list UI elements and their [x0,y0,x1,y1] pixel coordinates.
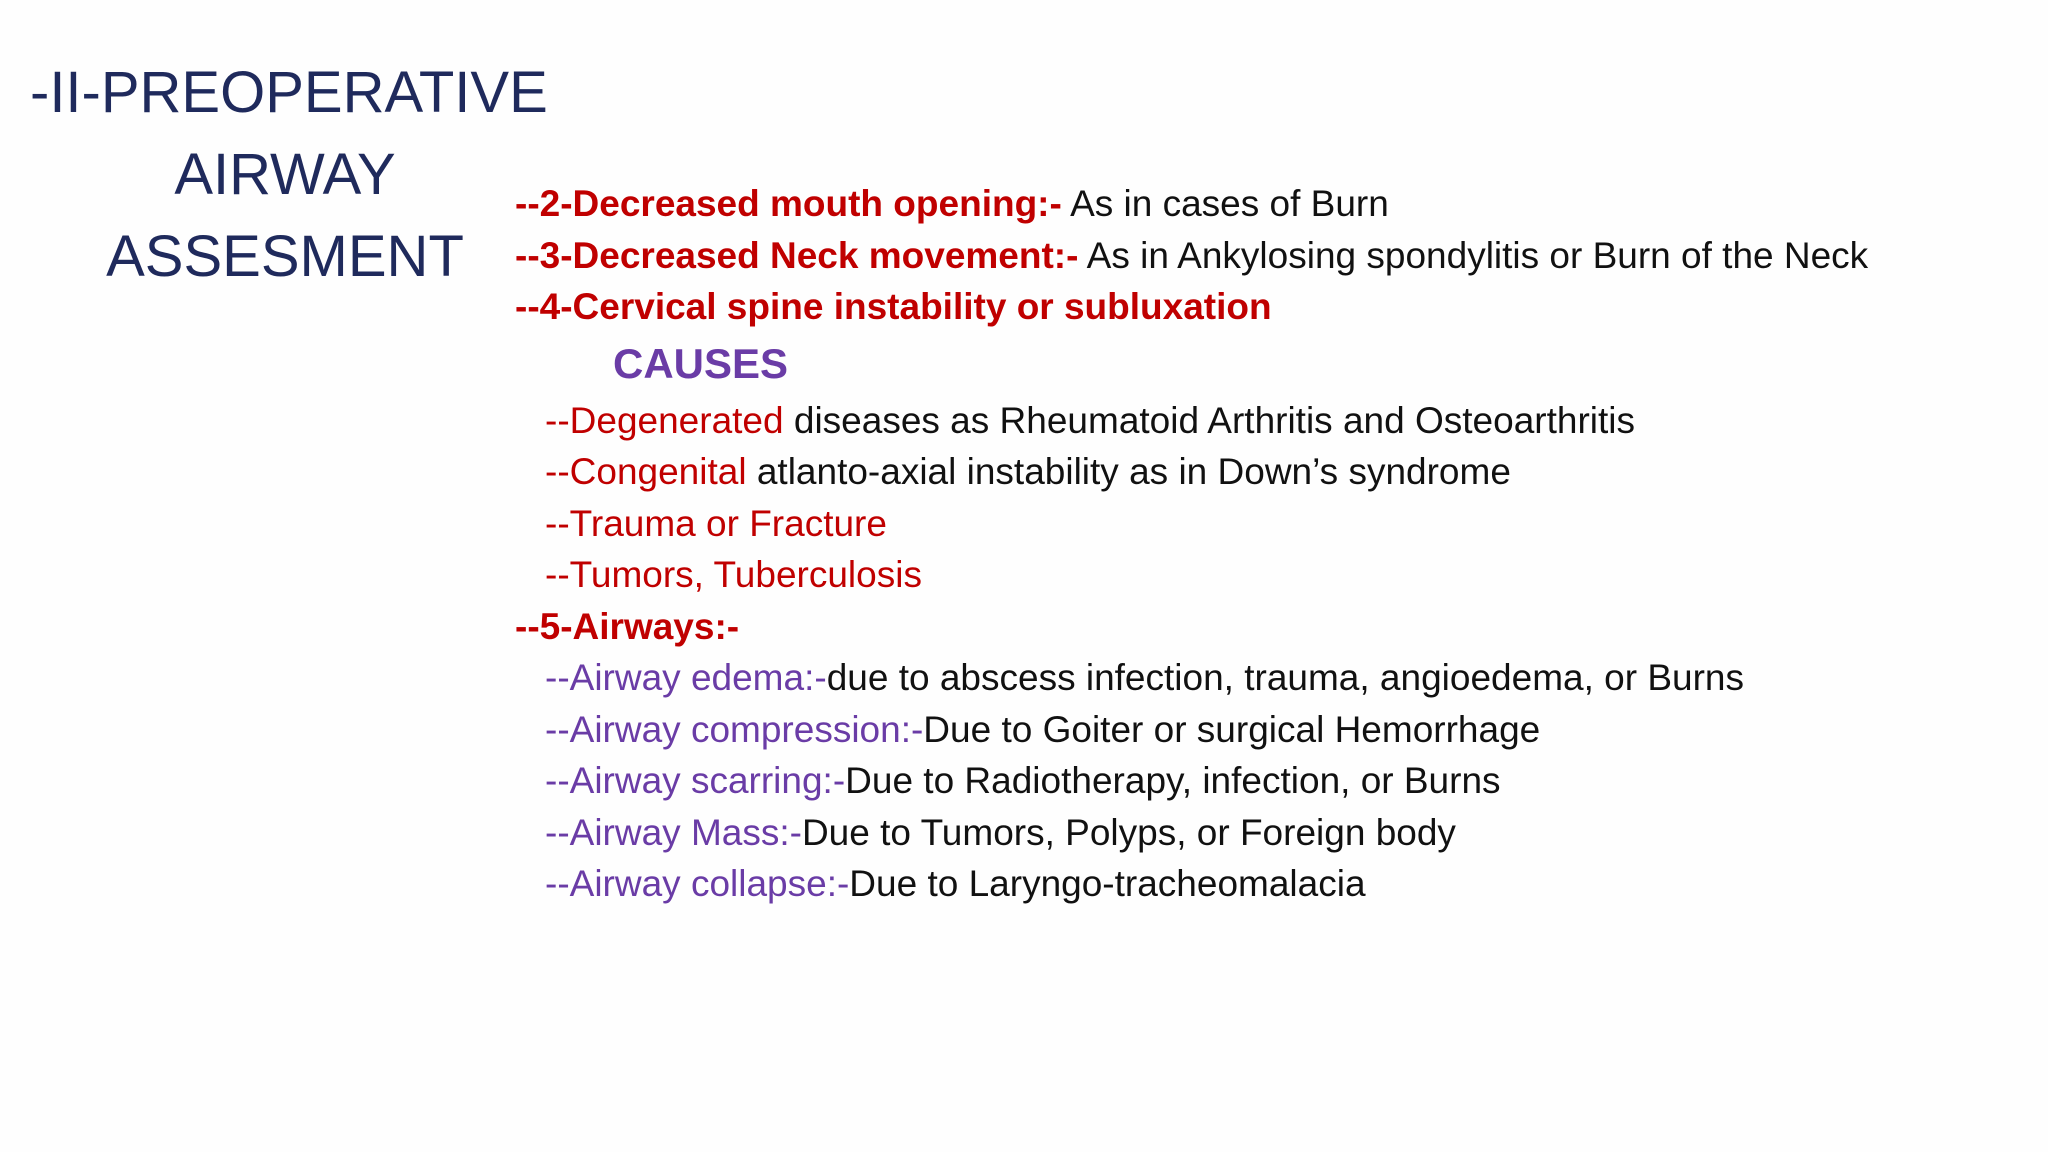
airway-text: due to abscess infection, trauma, angioedema, or Burns [826,657,1744,698]
airway-heading: --Airway edema:- [545,657,827,698]
title-line: -II-PREOPERATIVE [30,60,548,125]
cause-item [515,395,2015,447]
item-cervical-spine-instability [515,281,2015,333]
airway-text: Due to Laryngo-tracheomalacia [849,863,1366,904]
item-airways [515,601,2015,653]
airway-heading: --Airway Mass:- [545,811,802,853]
airway-heading: --Airway collapse:- [545,863,850,904]
airway-item [515,807,2015,859]
item-text: As in cases of Burn [1061,183,1389,224]
airway-text: Due to Tumors, Polyps, or Foreign body [801,811,1456,853]
airway-item [515,755,2015,807]
causes-heading: CAUSES [613,339,789,387]
cause-heading: --Degenerated [545,399,784,441]
cause-item [515,498,2015,550]
item-heading: --2-Decreased mouth opening:- [515,183,1062,224]
cause-text: diseases as Rheumatoid Arthritis and Osteoarthritis [783,399,1635,441]
airway-heading: --Airway compression:- [545,708,924,750]
cause-item [515,549,2015,601]
item-heading: --3-Decreased Neck movement:- [515,234,1079,276]
item-decreased-mouth-opening [515,178,2015,230]
slide-content [515,178,2015,910]
airway-text: Due to Radiotherapy, infection, or Burns [845,760,1501,801]
airway-heading: --Airway scarring:- [545,760,846,801]
item-heading: --5-Airways:- [515,605,740,647]
item-heading: --4-Cervical spine instability or subluxation [515,286,1272,327]
cause-heading: --Tumors, Tuberculosis [545,554,922,595]
airway-item [515,858,2015,910]
airway-item [515,652,2015,704]
cause-heading: --Trauma or Fracture [545,502,887,544]
title-line: ASSESMENT [106,224,464,289]
cause-heading: --Congenital [545,451,747,492]
item-text: As in Ankylosing spondylitis or Burn of the Neck [1078,234,1869,276]
cause-item [515,446,2015,498]
title-line: AIRWAY [174,142,396,207]
airway-text: Due to Goiter or surgical Hemorrhage [923,708,1541,750]
airway-item [515,704,2015,756]
cause-text: atlanto-axial instability as in Down’s syndrome [746,451,1511,492]
slide-title [30,52,548,298]
item-decreased-neck-movement [515,230,2015,282]
